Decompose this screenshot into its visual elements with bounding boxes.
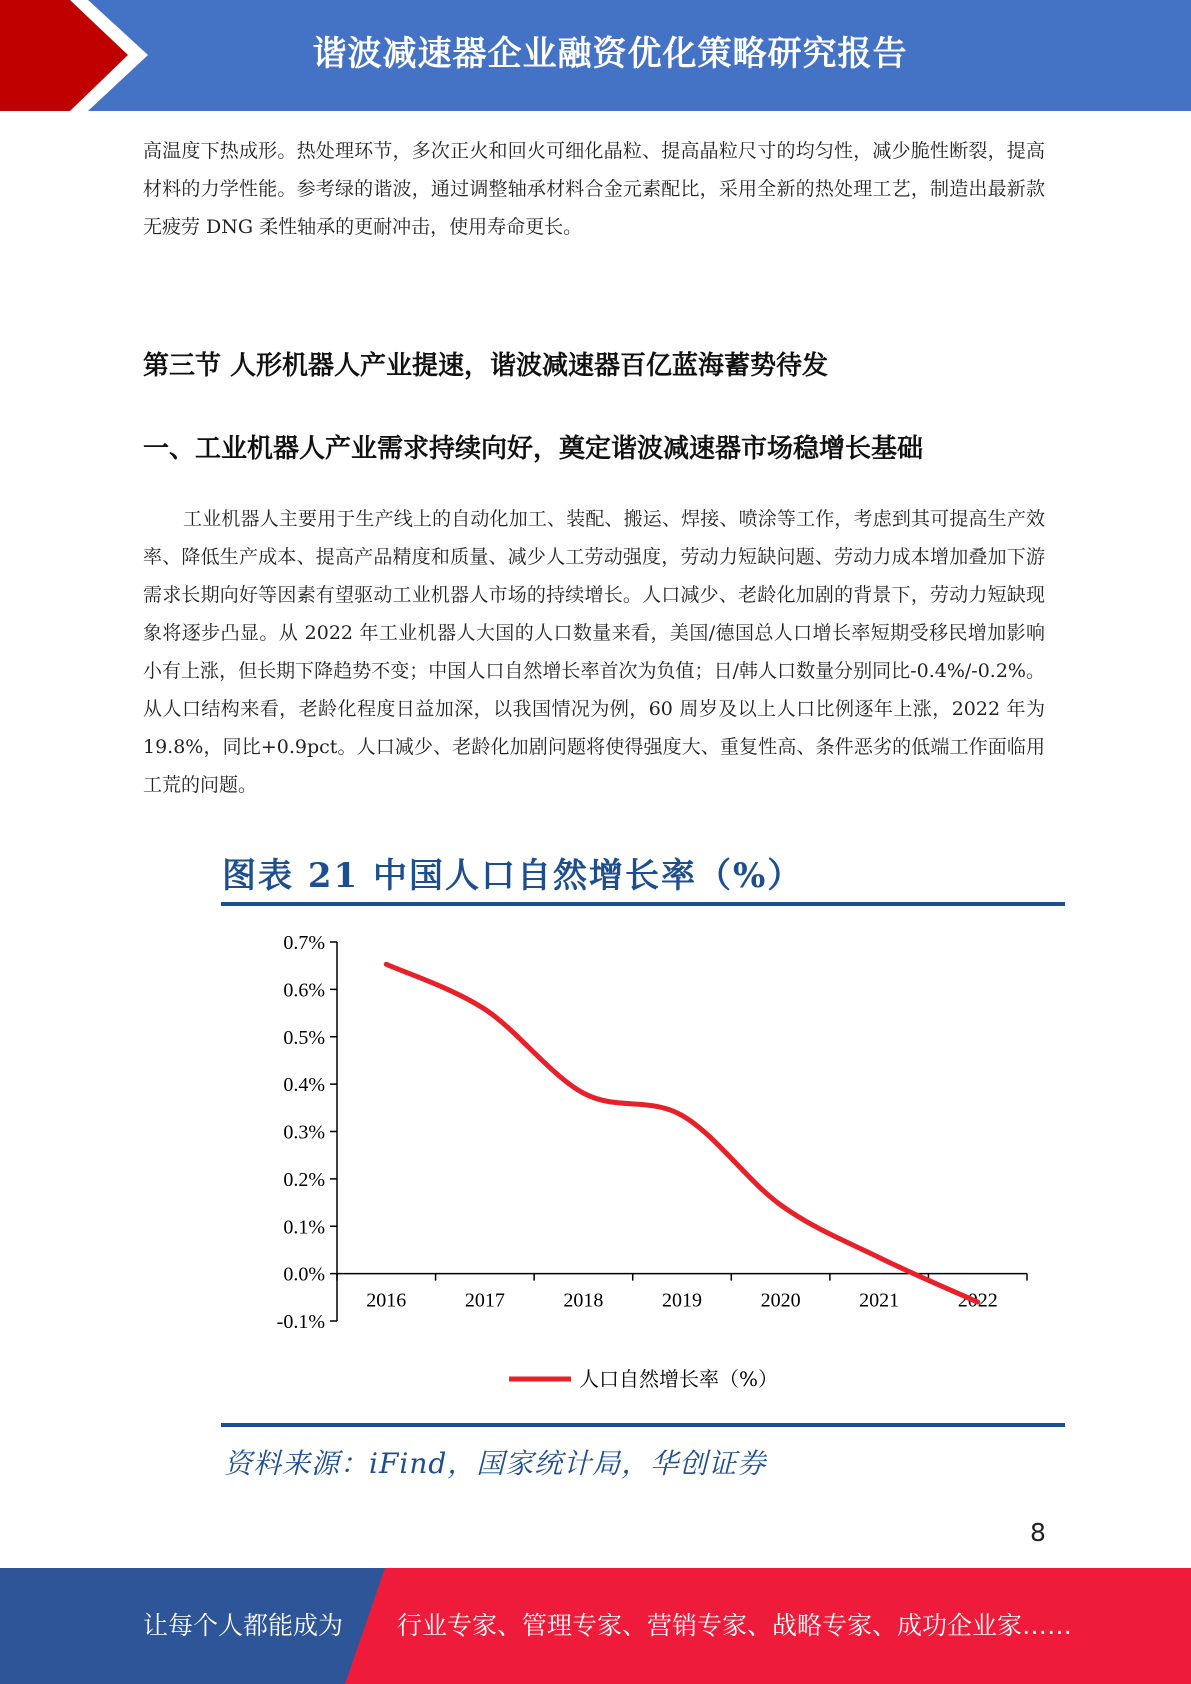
figure-top-rule <box>221 902 1065 906</box>
footer-banner <box>0 1568 1191 1684</box>
x-tick-label: 2022 <box>957 1289 998 1312</box>
section-heading: 第三节 人形机器人产业提速，谐波减速器百亿蓝海蓄势待发 <box>143 351 829 381</box>
x-tick-label: 2020 <box>760 1289 801 1312</box>
y-tick-label: -0.1% <box>276 1311 325 1333</box>
paragraph-industrial-robots: 工业机器人主要用于生产线上的自动化加工、装配、搬运、焊接、喷涂等工作，考虑到其可提高生产效率、降低生产成本、提高产品精度和质量、减少人工劳动强度，劳动力短缺问题、劳动力成本增加叠加下游需求长期向好等因素有望驱动工业机器人市场的持续增长。人口减少、老龄化加剧的背景下，劳动力短缺现象将逐步凸显。从 2022 年工业机器人大国的人口数量来看，美国/德国总人口增长率短期受移民增加影响小有上涨，但长期下降趋势不变；中国人口自然增长率首次为负值；日/韩人口数量分别同比-0.4%/-0.2%。从人口结构来看，老龄化程度日益加深，以我国情况为例，60 周岁及以上人口比例逐年上涨，2022 年为 19.8%，同比+0.9pct。人口减少、老龄化加剧问题将使得强度大、重复性高、条件恶劣的低端工作面临用工荒的问题。 <box>143 508 1045 796</box>
population-growth-chart <box>221 920 1065 1415</box>
legend-label: 人口自然增长率（%） <box>579 1367 779 1391</box>
y-tick-label: 0.5% <box>283 1026 325 1049</box>
x-tick-label: 2018 <box>563 1289 604 1312</box>
y-tick-label: 0.2% <box>283 1168 325 1191</box>
footer-slogan-right: 行业专家、管理专家、营销专家、战略专家、成功企业家…… <box>397 1611 1073 1640</box>
series-line-natural-growth-rate <box>386 964 977 1302</box>
figure-source: 资料来源：iFind，国家统计局，华创证券 <box>224 1447 767 1480</box>
x-tick-label: 2017 <box>464 1289 505 1312</box>
y-tick-label: 0.3% <box>283 1121 325 1144</box>
sub-heading: 一、工业机器人产业需求持续向好，奠定谐波减速器市场稳增长基础 <box>143 434 924 464</box>
figure-bottom-rule <box>221 1423 1065 1427</box>
y-tick-label: 0.7% <box>283 932 325 954</box>
y-tick-label: 0.1% <box>283 1216 325 1239</box>
header-banner <box>0 0 1191 111</box>
y-tick-label: 0.6% <box>283 979 325 1002</box>
x-tick-label: 2016 <box>366 1289 407 1312</box>
y-tick-label: 0.4% <box>283 1074 325 1097</box>
x-tick-label: 2021 <box>859 1289 900 1312</box>
y-tick-label: 0.0% <box>283 1263 325 1286</box>
x-tick-label: 2019 <box>662 1289 702 1312</box>
paragraph-heat-treatment: 高温度下热成形。热处理环节，多次正火和回火可细化晶粒、提高晶粒尺寸的均匀性，减少脆性断裂，提高材料的力学性能。参考绿的谐波，通过调整轴承材料合金元素配比，采用全新的热处理工艺，制造出最新款无疲劳 DNG 柔性轴承的更耐冲击，使用寿命更长。 <box>143 140 1045 238</box>
page-number: 8 <box>1030 1518 1046 1547</box>
figure-title: 图表 21 中国人口自然增长率（%） <box>222 856 804 896</box>
footer-slogan-left: 让每个人都能成为 <box>143 1611 344 1640</box>
report-title: 谐波减速器企业融资优化策略研究报告 <box>312 34 908 74</box>
